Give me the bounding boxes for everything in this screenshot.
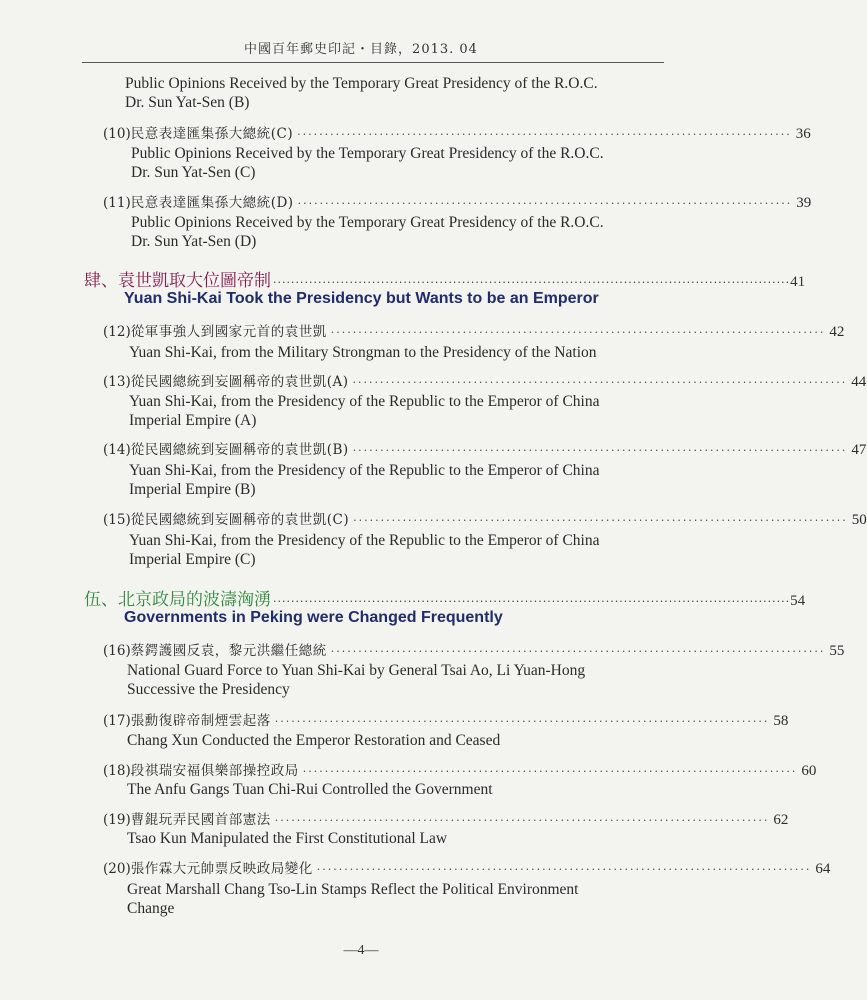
entry-number: (16) [103,643,131,659]
entry-chinese-title: 從民國總統到妄圖稱帝的袁世凱(A) [130,374,349,390]
entry-chinese-title: 蔡鍔護國反袁，黎元洪繼任總統 [130,643,327,659]
entry-english-line-1: Public Opinions Received by the Temporary Great Presidency of the R.O.C. [131,145,604,162]
entry-number: (17) [103,713,131,729]
entry-page-number: 60 [801,763,817,779]
section-chinese-title: 肆、袁世凱取大位圖帝制 [84,271,271,291]
entry-page-number: 58 [773,713,789,729]
leader-dots: ·························································································· [274,715,770,728]
entry-number: (11) [103,195,131,211]
entry-english-line-2: Dr. Sun Yat-Sen (D) [131,233,257,250]
entry-english-line-1: Yuan Shi-Kai, from the Presidency of the Republic to the Emperor of China [129,532,600,549]
entry-number: (19) [103,812,131,828]
entry-english-line-1: Chang Xun Conducted the Emperor Restoration and Ceased [127,732,501,749]
entry-english-line-1: Yuan Shi-Kai, from the Presidency of the Republic to the Emperor of China [129,393,600,410]
entry-number: (14) [103,442,131,458]
leader-dots: ·························································································· [316,863,812,876]
entry-number: (13) [103,374,131,390]
leader-dots: ·························································································· [302,765,798,778]
entry-page-number: 47 [851,442,867,458]
leader-dots: ··················································································································· [273,595,791,608]
entry-english-line-1: Public Opinions Received by the Temporary Great Presidency of the R.O.C. [131,214,604,231]
toc-entry-17 [103,709,789,730]
entry-number: (18) [103,763,131,779]
leader-dots: ·························································································· [330,645,826,658]
entry-english-line-1: Great Marshall Chang Tso-Lin Stamps Reflect the Political Environment [127,881,579,898]
toc-entry-12 [103,320,845,341]
entry-english-line-1: National Guard Force to Yuan Shi-Kai by General Tsai Ao, Li Yuan-Hong [127,662,586,679]
leader-dots: ·························································································· [353,514,848,527]
entry-page-number: 62 [773,812,789,828]
section-english-title: Governments in Peking were Changed Frequently [124,609,503,626]
entry-english-line-2: Imperial Empire (B) [129,481,256,498]
entry-chinese-title: 張作霖大元帥票反映政局變化 [130,861,313,877]
entry-number: (15) [103,512,131,528]
entry-english-line-2: Successive the Presidency [127,681,290,698]
header-rule [82,62,664,63]
toc-entry-16 [103,639,845,660]
entry-number: (12) [103,324,131,340]
entry-page-number: 42 [829,324,845,340]
entry-chinese-title: 從軍事強人到國家元首的袁世凱 [130,324,327,340]
entry-page-number: 64 [815,861,831,877]
leader-dots: ··················································································································· [273,276,791,289]
entry-page-number: 44 [851,374,867,390]
entry-chinese-title: 民意表達匯集孫大總統(C) [130,126,294,142]
entry-chinese-title: 曹錕玩弄民國首部憲法 [130,812,271,828]
section-heading-4 [84,266,806,291]
leader-dots: ·························································································· [297,197,793,210]
continuation-line-1: Public Opinions Received by the Temporary Great Presidency of the R.O.C. [125,75,598,92]
leader-dots: ·························································································· [352,376,848,389]
entry-english-line-1: Tsao Kun Manipulated the First Constitutional Law [127,830,448,847]
entry-number: (10) [103,126,131,142]
toc-entry-10 [103,122,811,143]
entry-english-line-1: Yuan Shi-Kai, from the Presidency of the Republic to the Emperor of China [129,462,600,479]
toc-entry-13 [103,370,867,391]
toc-entry-11 [103,191,812,212]
entry-english-line-1: Yuan Shi-Kai, from the Military Strongman to the Presidency of the Nation [129,344,597,361]
entry-page-number: 55 [829,643,845,659]
page-header-title: 中國百年郵史印記・目錄，2013. 04 [244,42,478,57]
section-english-title: Yuan Shi-Kai Took the Presidency but Wants to be an Emperor [124,290,599,307]
entry-chinese-title: 民意表達匯集孫大總統(D) [130,195,294,211]
toc-entry-14 [103,438,867,459]
section-chinese-title: 伍、北京政局的波濤洶湧 [84,590,271,610]
page-number-footer: —4— [343,943,379,958]
section-page-number: 41 [790,274,806,290]
section-page-number: 54 [790,593,806,609]
section-heading-5 [84,585,806,610]
entry-page-number: 36 [795,126,811,142]
continuation-line-2: Dr. Sun Yat-Sen (B) [125,94,250,111]
entry-chinese-title: 從民國總統到妄圖稱帝的袁世凱(C) [130,512,350,528]
entry-english-line-2: Dr. Sun Yat-Sen (C) [131,164,256,181]
entry-page-number: 50 [851,512,867,528]
toc-entry-15 [103,508,867,529]
entry-english-line-1: The Anfu Gangs Tuan Chi-Rui Controlled the Government [127,781,493,798]
toc-entry-20 [103,857,831,878]
entry-chinese-title: 從民國總統到妄圖稱帝的袁世凱(B) [130,442,349,458]
leader-dots: ·························································································· [330,326,826,339]
toc-entry-19 [103,808,789,829]
entry-chinese-title: 張勳復辟帝制煙雲起落 [130,713,271,729]
entry-english-line-2: Imperial Empire (A) [129,412,257,429]
entry-number: (20) [103,861,131,877]
entry-chinese-title: 段祺瑞安福俱樂部操控政局 [130,763,299,779]
entry-english-line-2: Imperial Empire (C) [129,551,256,568]
entry-page-number: 39 [796,195,812,211]
toc-entry-18 [103,759,817,780]
leader-dots: ·························································································· [352,444,848,457]
leader-dots: ·························································································· [297,128,792,141]
entry-english-line-2: Change [127,900,175,917]
leader-dots: ·························································································· [274,814,770,827]
